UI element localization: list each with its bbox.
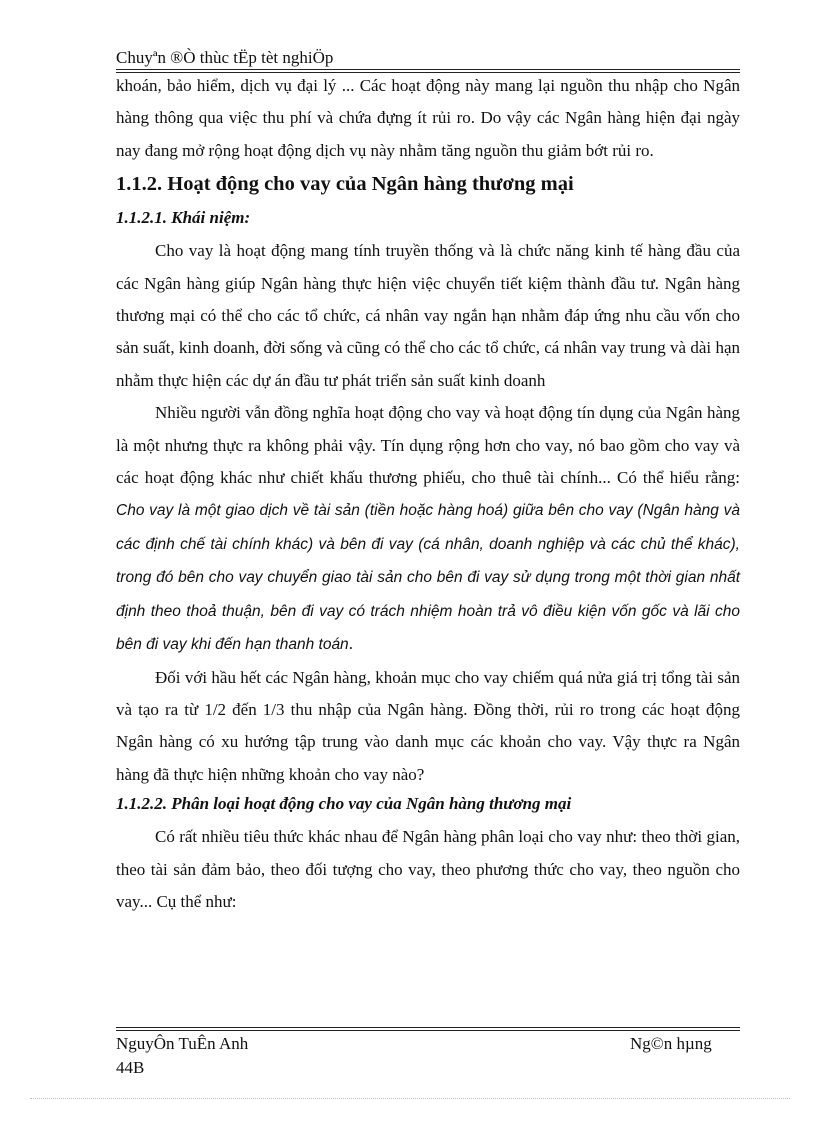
- paragraph-definition: Cho vay là hoạt động mang tính truyền thống và là chức năng kinh tế hàng đầu của các Ngân hàng giúp Ngân hàng thực hiện việc chuyển tiết kiệm thành đầu tư. Ngân hàng thương mại có thể cho các tổ chức, cá nhân vay ngắn hạn nhằm đáp ứng nhu cầu vốn cho sản suất, kinh doanh, đời sống và cũng có thể cho các tổ chức, cá nhân vay trung và dài hạn nhằm thực hiện các dự án đầu tư phát triển sản suất kinh doanh: [116, 241, 740, 390]
- subsection-heading-concept: 1.1.2.1. Khái niệm:: [116, 208, 251, 228]
- footer-class: 44B: [116, 1058, 145, 1077]
- footer-department: Ng©n hµng: [630, 1034, 712, 1053]
- footer-rule-top: [116, 1027, 740, 1028]
- footer-rule-bottom: [116, 1030, 740, 1031]
- paragraph-credit-vs-loan: [116, 397, 740, 661]
- page-header-title: Chuyªn ®Ò thùc tËp tèt nghiÖp: [116, 48, 334, 67]
- paragraph-credit-text: Nhiều người vẫn đồng nghĩa hoạt động cho vay và hoạt động tín dụng của Ngân hàng là một nhưng thực ra không phải vậy. Tín dụng rộng hơn cho vay, nó bao gồm cho vay và các hoạt động khác như chiết khấu thương phiếu, cho thuê tài chính... Có thể hiểu rằng:: [116, 403, 740, 488]
- loan-definition-italic: Cho vay là một giao dịch về tài sản (tiền hoặc hàng hoá) giữa bên cho vay (Ngân hàng và các định chế tài chính khác) và bên đi vay (cá nhân, doanh nghiệp và các chủ thể khác), trong đó bên cho vay chuyển giao tài sản cho bên đi vay sử dụng trong một thời gian nhất định theo thoả thuận, bên đi vay có trách nhiệm hoàn trả vô điều kiện vốn gốc và lãi cho bên đi vay khi đến hạn thanh toán: [116, 502, 740, 654]
- document-body: [116, 70, 740, 918]
- paragraph-credit-end: .: [348, 634, 353, 654]
- paragraph-loan-share: Đối với hầu hết các Ngân hàng, khoản mục cho vay chiếm quá nửa giá trị tổng tài sản và tạo ra từ 1/2 đến 1/3 thu nhập của Ngân hàng. Đồng thời, rủi ro trong các hoạt động Ngân hàng có xu hướng tập trung vào danh mục các khoản cho vay. Vậy thực ra Ngân hàng đã thực hiện những khoản cho vay nào?: [116, 667, 740, 784]
- subsection-heading-classification: 1.1.2.2. Phân loại hoạt động cho vay của Ngân hàng thương mại: [116, 794, 572, 814]
- section-heading: 1.1.2. Hoạt động cho vay của Ngân hàng thương mại: [116, 173, 574, 196]
- page-bottom-dotted-line: [30, 1098, 790, 1099]
- paragraph-classification: Có rất nhiều tiêu thức khác nhau để Ngân hàng phân loại cho vay như: theo thời gian, theo tài sản đảm bảo, theo đối tượng cho vay, theo phương thức cho vay, theo nguồn cho vay... Cụ thể như:: [116, 827, 740, 911]
- intro-paragraph: khoán, bảo hiểm, dịch vụ đại lý ... Các hoạt động này mang lại nguồn thu nhập cho Ngân hàng thông qua việc thu phí và chứa đựng ít rủi ro. Do vậy các Ngân hàng hiện đại ngày nay đang mở rộng hoạt động dịch vụ này nhằm tăng nguồn thu giảm bớt rủi ro.: [116, 76, 740, 160]
- footer-author: NguyÔn TuÊn Anh: [116, 1034, 249, 1053]
